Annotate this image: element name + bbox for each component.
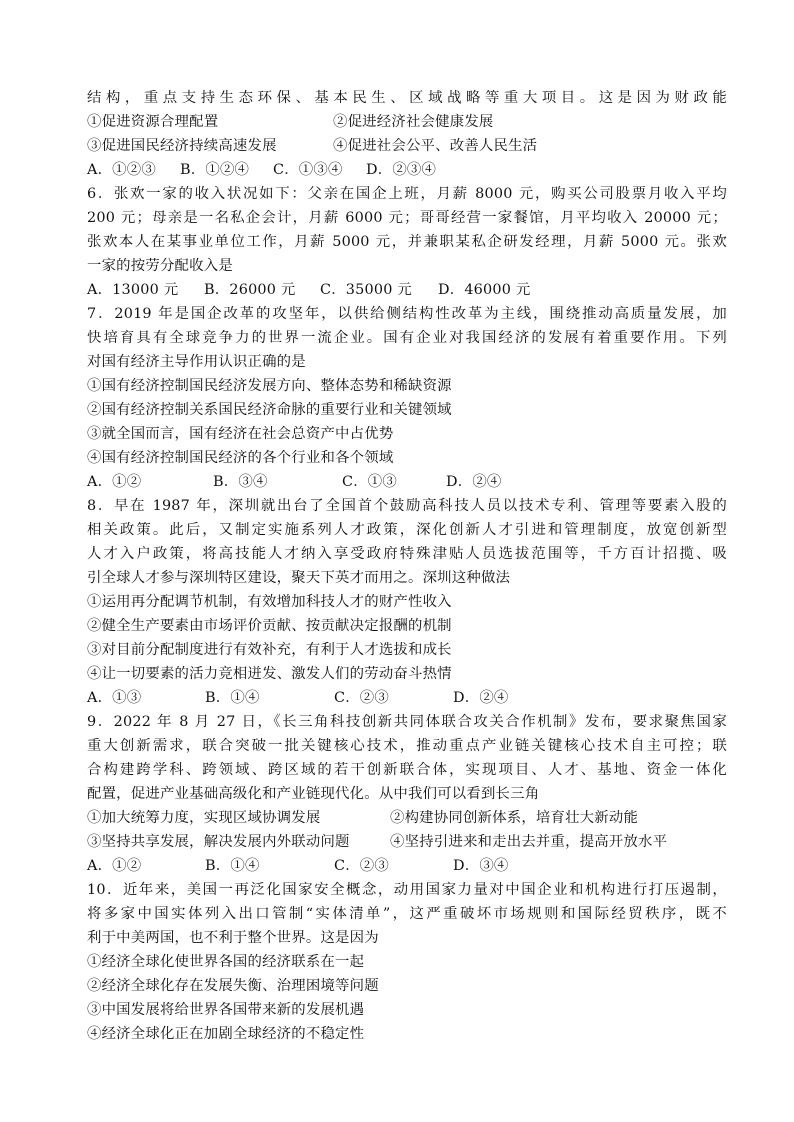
q8-answer-d: D．②④ [453,690,509,706]
q9-answer-b: B．①④ [205,858,260,874]
q8-answer-a: A．①③ [87,690,142,706]
q8-answer-b: B．①④ [205,690,260,706]
q9-option-4: ④坚持引进来和走出去并重，提高开放水平 [390,834,668,850]
q10-option-3: ③中国发展将给世界各国带来新的发展机遇 [87,1002,365,1018]
q10-stem-line: 将多家中国实体列入出口管制“实体清单”，这严重破坏市场规则和国际经贸秩序，既不 [87,906,727,922]
q7-stem-line: 快培育具有全球竞争力的世界一流企业。国有企业对我国经济的发展有着重要作用。下列 [87,330,727,346]
q10-option-2: ②经济全球化存在发展失衡、治理困境等问题 [87,978,379,994]
q7-stem-line: 7．2019 年是国企改革的攻坚年，以供给侧结构性改革为主线，围绕推动高质量发展，加 [87,306,727,322]
q5-option-1: ①促进资源合理配置 [87,114,219,130]
q10-option-4: ④经济全球化正在加剧全球经济的不稳定性 [87,1026,365,1042]
q7-stem-line: 对国有经济主导作用认识正确的是 [87,354,306,370]
q8-stem-line: 相关政策。此后，又制定实施系列人才政策，深化创新人才引进和管理制度，放宽创新型 [87,522,727,538]
q9-answer-a: A．①② [87,858,142,874]
q7-option-1: ①国有经济控制国民经济发展方向、整体态势和稀缺资源 [87,378,452,394]
q6-stem-line: 6．张欢一家的收入状况如下：父亲在国企上班，月薪 8000 元，购买公司股票月收入平均 [87,186,727,202]
q9-answer-d: D．③④ [453,858,509,874]
q9-answer-c: C．②③ [334,858,389,874]
q7-answer-b: B．③④ [213,474,268,490]
q9-stem-line: 合构建跨学科、跨领域、跨区域的若干创新联合体，实现项目、人才、基地、资金一体化 [87,762,727,778]
q9-stem-line: 重大创新需求，联合突破一批关键核心技术，推动重点产业链关键核心技术自主可控；联 [87,738,727,754]
q8-option-4: ④让一切要素的活力竞相迸发、激发人们的劳动奋斗热情 [87,666,452,682]
q8-stem-line: 人才入户政策，将高技能人才纳入享受政府特殊津贴人员选拔范围等，千方百计招揽、吸 [87,546,727,562]
q8-option-3: ③对目前分配制度进行有效补充，有利于人才选拔和成长 [87,642,452,658]
q10-stem-line: 10．近年来，美国一再泛化国家安全概念，动用国家力量对中国企业和机构进行打压遏制， [87,882,727,898]
q5-stem-line: 结构，重点支持生态环保、基本民生、区域战略等重大项目。这是因为财政能 [87,90,727,106]
q8-option-1: ①运用再分配调节机制，有效增加科技人才的财产性收入 [87,594,452,610]
q7-answer-c: C．①③ [342,474,397,490]
q8-stem-line: 引全球人才参与深圳特区建设，聚天下英才而用之。深圳这种做法 [87,570,511,586]
q7-option-4: ④国有经济控制国民经济的各个行业和各个领域 [87,450,394,466]
q6-answer-a: A．13000 元 [87,282,179,298]
q7-option-3: ③就全国而言，国有经济在社会总资产中占优势 [87,426,394,442]
q6-answer-d: D．46000 元 [438,282,531,298]
q5-option-3: ③促进国民经济持续高速发展 [87,138,277,154]
q9-option-1: ①加大统筹力度，实现区域协调发展 [87,810,321,826]
q9-option-3: ③坚持共享发展，解决发展内外联动问题 [87,834,350,850]
q10-option-1: ①经济全球化使世界各国的经济联系在一起 [87,954,365,970]
q9-stem-line: 配置，促进产业基础高级化和产业链现代化。从中我们可以看到长三角 [87,786,540,802]
q9-option-2: ②构建协同创新体系，培育壮大新动能 [390,810,639,826]
q8-stem-line: 8．早在 1987 年，深圳就出台了全国首个鼓励高科技人员以技术专利、管理等要素入股的 [87,498,727,514]
q9-stem-line: 9．2022 年 8 月 27 日，《长三角科技创新共同体联合攻关合作机制》发布，要求聚焦国家 [87,714,727,730]
q5-answer-b: B．①②④ [180,162,250,178]
q7-option-2: ②国有经济控制关系国民经济命脉的重要行业和关键领域 [87,402,452,418]
q6-answer-b: B．26000 元 [204,282,296,298]
q6-stem-line: 一家的按劳分配收入是 [87,258,233,274]
q5-option-4: ④促进社会公平、改善人民生活 [333,138,538,154]
q8-option-2: ②健全生产要素由市场评价贡献、按贡献决定报酬的机制 [87,618,452,634]
q8-answer-c: C．②③ [334,690,389,706]
q6-answer-c: C．35000 元 [320,282,412,298]
q7-answer-a: A．①② [87,474,142,490]
q5-answer-d: D．②③④ [366,162,437,178]
q5-answer-c: C．①③④ [273,162,343,178]
q5-option-2: ②促进经济社会健康发展 [333,114,494,130]
q6-stem-line: 张欢本人在某事业单位工作，月薪 5000 元，并兼职某私企研发经理，月薪 5000 元。张欢 [87,234,727,250]
q5-answer-a: A．①②③ [87,162,156,178]
q6-stem-line: 200 元；母亲是一名私企会计，月薪 6000 元；哥哥经营一家餐馆，月平均收入 20000 元； [87,210,727,226]
q10-stem-line: 利于中美两国，也不利于整个世界。这是因为 [87,930,379,946]
q7-answer-d: D．②④ [446,474,502,490]
